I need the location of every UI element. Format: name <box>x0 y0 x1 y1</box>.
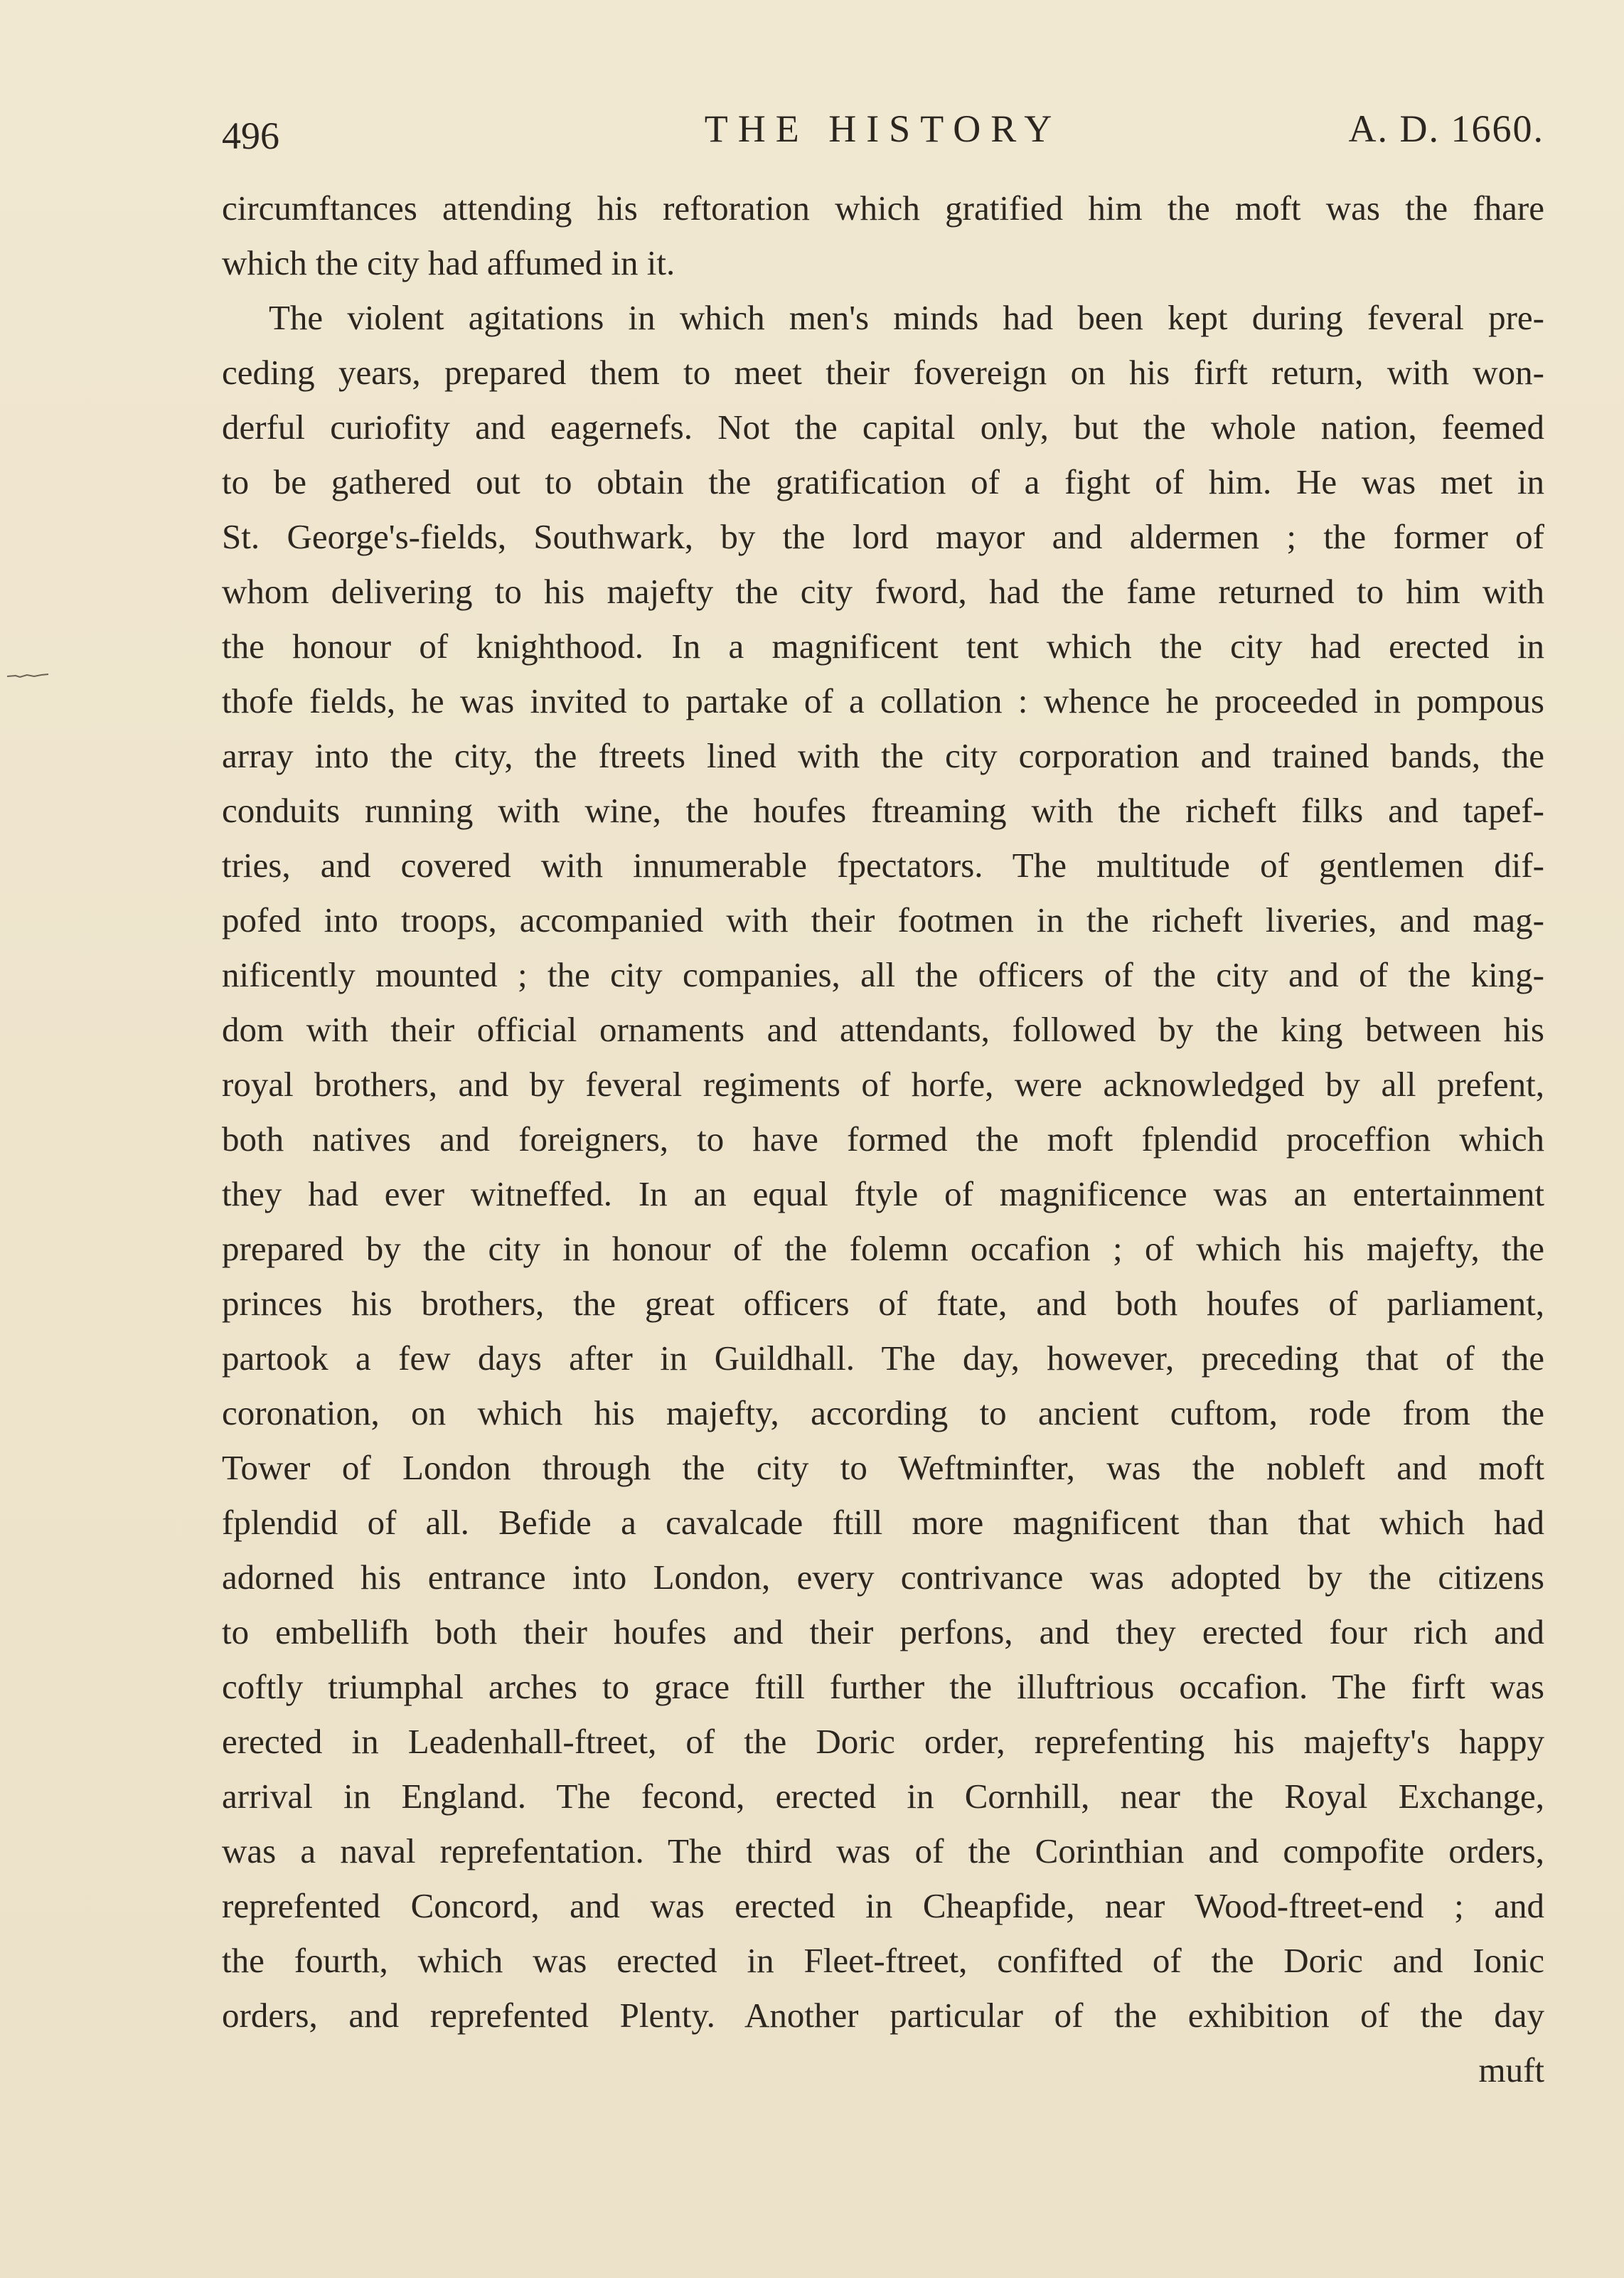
page-number: 496 <box>222 115 279 157</box>
text-line: to be gathered out to obtain the gratification of a fight of him. He was met in <box>222 462 1544 501</box>
text-line: adorned his entrance into London, every contrivance was adopted by the citizens <box>222 1558 1544 1597</box>
text-line: derful curiofity and eagernefs. Not the capital only, but the whole nation, feemed <box>222 408 1544 447</box>
text-line: partook a few days after in Guildhall. The day, however, preceding that of the <box>222 1338 1544 1378</box>
text-line: Tower of London through the city to Weftminfter, was the nobleft and moft <box>222 1448 1544 1487</box>
text-line: tries, and covered with innumerable fpectators. The multitude of gentlemen dif- <box>222 846 1544 885</box>
text-line: orders, and reprefented Plenty. Another particular of the exhibition of the day <box>222 1996 1544 2035</box>
text-line: to embellifh both their houfes and their perfons, and they erected four rich and <box>222 1612 1544 1651</box>
text-line: dom with their official ornaments and attendants, followed by the king between his <box>222 1010 1544 1049</box>
running-date: A. D. 1660. <box>1348 107 1544 150</box>
text-line: both natives and foreigners, to have formed the moft fplendid proceffion which <box>222 1119 1544 1159</box>
catchword: muft <box>1478 2050 1544 2090</box>
text-line: coftly triumphal arches to grace ftill further the illuftrious occafion. The firft was <box>222 1667 1544 1706</box>
text-line: arrival in England. The fecond, erected in Cornhill, near the Royal Exchange, <box>222 1777 1544 1816</box>
body-text <box>222 181 1544 2097</box>
running-header <box>222 104 1544 157</box>
text-line: St. George's-fields, Southwark, by the lord mayor and aldermen ; the former of <box>222 517 1544 556</box>
text-line: which the city had affumed in it. <box>222 243 675 282</box>
margin-ink-mark <box>6 672 50 679</box>
text-line: array into the city, the ftreets lined with the city corporation and trained bands, the <box>222 736 1544 775</box>
text-line: The violent agitations in which men's minds had been kept during feveral pre- <box>269 298 1544 337</box>
text-line: was a naval reprefentation. The third was of the Corinthian and compofite orders, <box>222 1831 1544 1870</box>
text-line: royal brothers, and by feveral regiments of horfe, were acknowledged by all prefent, <box>222 1065 1544 1104</box>
text-line: erected in Leadenhall-ftreet, of the Doric order, reprefenting his majefty's happy <box>222 1722 1544 1761</box>
running-title: THE HISTORY <box>704 107 1062 150</box>
text-line: whom delivering to his majefty the city fword, had the fame returned to him with <box>222 572 1544 611</box>
text-line: ceding years, prepared them to meet their fovereign on his firft return, with won- <box>222 353 1544 392</box>
text-line: circumftances attending his reftoration which gratified him the moft was the fhare <box>222 188 1544 228</box>
text-line: fplendid of all. Befide a cavalcade ftill more magnificent than that which had <box>222 1503 1544 1542</box>
text-line: pofed into troops, accompanied with their footmen in the richeft liveries, and mag- <box>222 900 1544 940</box>
text-line: conduits running with wine, the houfes ftreaming with the richeft filks and tapef- <box>222 791 1544 830</box>
text-line: prepared by the city in honour of the folemn occafion ; of which his majefty, the <box>222 1229 1544 1268</box>
text-line: thofe fields, he was invited to partake of a collation : whence he proceeded in pompous <box>222 681 1544 720</box>
text-line: they had ever witneffed. In an equal ftyle of magnificence was an entertainment <box>222 1174 1544 1213</box>
text-line: the fourth, which was erected in Fleet-ftreet, confifted of the Doric and Ionic <box>222 1941 1544 1980</box>
text-line: coronation, on which his majefty, according to ancient cuftom, rode from the <box>222 1393 1544 1432</box>
text-line: nificently mounted ; the city companies, all the officers of the city and of the king- <box>222 955 1544 994</box>
text-line: the honour of knighthood. In a magnificent tent which the city had erected in <box>222 627 1544 666</box>
text-line: reprefented Concord, and was erected in Cheapfide, near Wood-ftreet-end ; and <box>222 1886 1544 1925</box>
text-line: princes his brothers, the great officers of ftate, and both houfes of parliament, <box>222 1284 1544 1323</box>
